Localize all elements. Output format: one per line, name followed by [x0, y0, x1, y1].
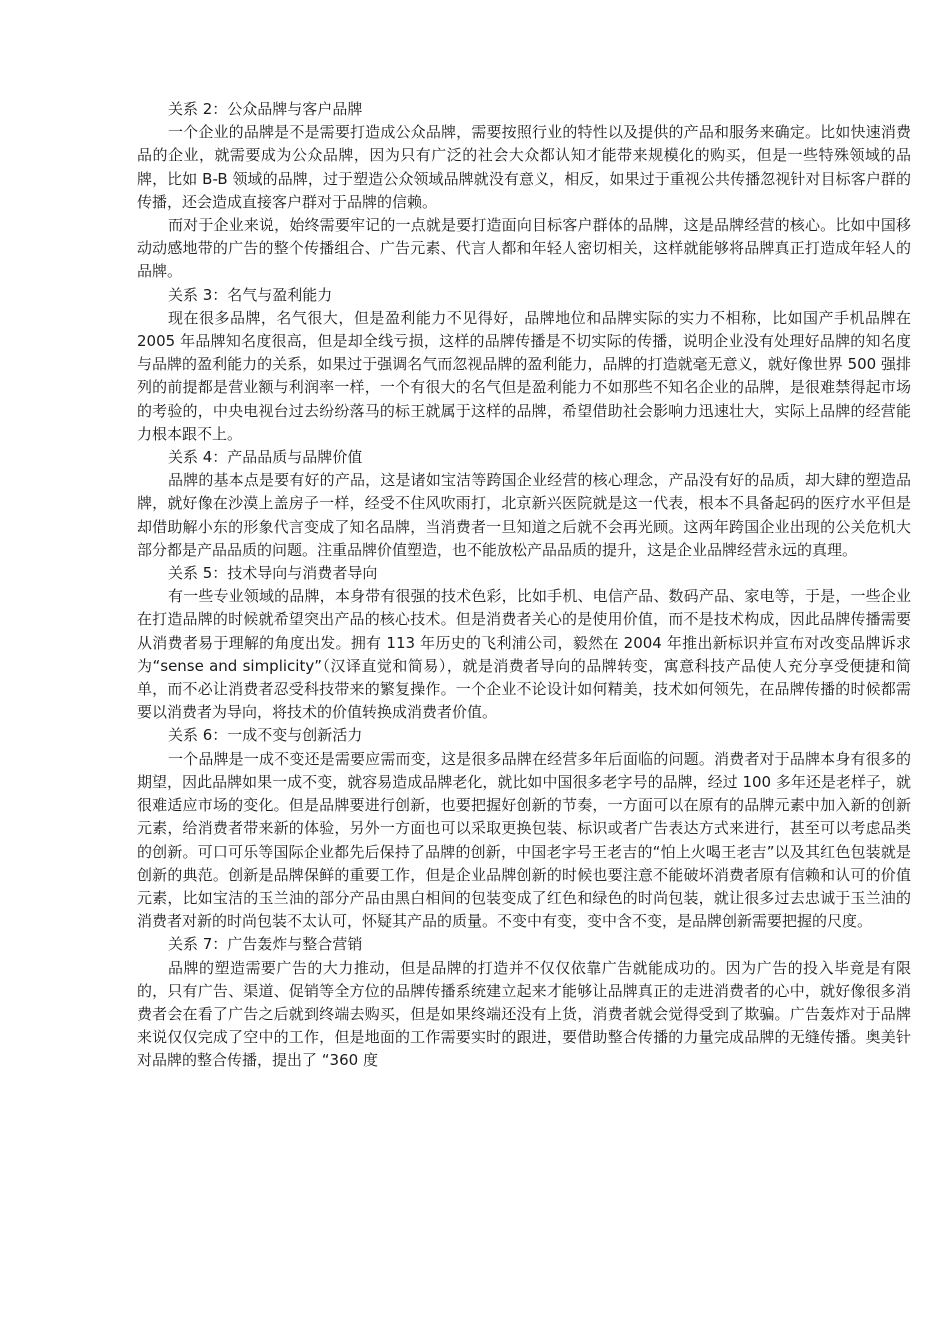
paragraph: 而对于企业来说，始终需要牢记的一点就是要打造面向目标客户群体的品牌，这是品牌经营的核心。比如中国移动动感地带的广告的整个传播组合、广告元素、代言人都和年轻人密切相关，这样就能够将品牌真正打造成年轻人的品牌。 — [137, 216, 911, 281]
paragraph: 品牌的基本点是要有好的产品，这是诸如宝洁等跨国企业经营的核心理念，产品没有好的品质，却大肆的塑造品牌，就好像在沙漠上盖房子一样，经受不住风吹雨打，北京新兴医院就是这一代表，根本不具备起码的医疗水平但是却借助解小东的形象代言变成了知名品牌，当消费者一旦知道之后就不会再光顾。这两年跨国企业出现的公关危机大部分都是产品品质的问题。注重品牌价值塑造，也不能放松产品品质的提升，这是企业品牌经营永远的真理。 — [137, 471, 911, 559]
section-heading-relation-4: 关系 4：产品品质与品牌价值 — [168, 448, 363, 467]
paragraph: 一个企业的品牌是不是需要打造成公众品牌，需要按照行业的特性以及提供的产品和服务来确定。比如快速消费品的企业，就需要成为公众品牌，因为只有广泛的社会大众都认知才能带来规模化的购买，但是一些特殊领域的品牌，比如 B-B 领域的品牌，过于塑造公众领域品牌就没有意义，相反，如果过于重视公共传播忽视针对目标客户群的传播，还会造成直接客户群对于品牌的信赖。 — [137, 123, 911, 211]
paragraph: 有一些专业领域的品牌，本身带有很强的技术色彩，比如手机、电信产品、数码产品、家电等，于是，一些企业在打造品牌的时候就希望突出产品的核心技术。但是消费者关心的是使用价值，而不是技术构成，因此品牌传播需要从消费者易于理解的角度出发。拥有 113 年历史的飞利浦公司，毅然在 2004 年推出新标识并宣布对改变品牌诉求为“sense and simplicity”（汉译直觉和简易），就是消费者导向的品牌转变，寓意科技产品使人充分享受便捷和简单，而不必让消费者忍受科技带来的繁复操作。一个企业不论设计如何精美，技术如何领先，在品牌传播的时候都需要以消费者为导向，将技术的价值转换成消费者价值。 — [137, 587, 911, 722]
paragraph: 品牌的塑造需要广告的大力推动，但是品牌的打造并不仅仅依靠广告就能成功的。因为广告的投入毕竟是有限的，只有广告、渠道、促销等全方位的品牌传播系统建立起来才能够让品牌真正的走进消费者的心中，就好像很多消费者会在看了广告之后就到终端去购买，但是如果终端还没有上货，消费者就会觉得受到了欺骗。广告轰炸对于品牌来说仅仅完成了空中的工作，但是地面的工作需要实时的跟进，要借助整合传播的力量完成品牌的无缝传播。奥美针对品牌的整合传播，提出了 “360 度 — [137, 958, 911, 1070]
section-heading-relation-5: 关系 5：技术导向与消费者导向 — [168, 564, 378, 583]
section-heading-relation-3: 关系 3：名气与盈利能力 — [168, 285, 333, 304]
section-heading-relation-7: 关系 7：广告轰炸与整合营销 — [168, 935, 363, 954]
paragraph: 现在很多品牌，名气很大，但是盈利能力不见得好，品牌地位和品牌实际的实力不相称，比如国产手机品牌在 2005 年品牌知名度很高，但是却全线亏损，这样的品牌传播是不切实际的传播，说明企业没有处理好品牌的知名度与品牌的盈利能力的关系，如果过于强调名气而忽视品牌的盈利能力，品牌的打造就毫无意义，就好像世界 500 强排列的前提都是营业额与利润率一样，一个有很大的名气但是盈利能力不如那些不知名企业的品牌，是很难禁得起市场的考验的，中央电视台过去纷纷落马的标王就属于这样的品牌，希望借助社会影响力迅速壮大，实际上品牌的经营能力根本跟不上。 — [137, 308, 911, 443]
paragraph: 一个品牌是一成不变还是需要应需而变，这是很多品牌在经营多年后面临的问题。消费者对于品牌本身有很多的期望，因此品牌如果一成不变，就容易造成品牌老化，就比如中国很多老字号的品牌，经过 100 多年还是老样子，就很难适应市场的变化。但是品牌要进行创新，也要把握好创新的节奏，一方面可以在原有的品牌元素中加入新的创新元素，给消费者带来新的体验，另外一方面也可以采取更换包装、标识或者广告表达方式来进行，甚至可以考虑品类的创新。可口可乐等国际企业都先后保持了品牌的创新，中国老字号王老吉的“怕上火喝王老吉”以及其红色包装就是创新的典范。创新是品牌保鲜的重要工作，但是企业品牌创新的时候也要注意不能破坏消费者原有信赖和认可的价值元素，比如宝洁的玉兰油的部分产品由黑白相间的包装变成了红色和绿色的时尚包装，就让很多过去忠诚于玉兰油的消费者对新的时尚包装不太认可，怀疑其产品的质量。不变中有变，变中含不变，是品牌创新需要把握的尺度。 — [137, 749, 911, 931]
section-heading-relation-2: 关系 2：公众品牌与客户品牌 — [168, 100, 363, 118]
section-heading-relation-6: 关系 6：一成不变与创新活力 — [168, 726, 363, 745]
document-body — [137, 98, 911, 1073]
